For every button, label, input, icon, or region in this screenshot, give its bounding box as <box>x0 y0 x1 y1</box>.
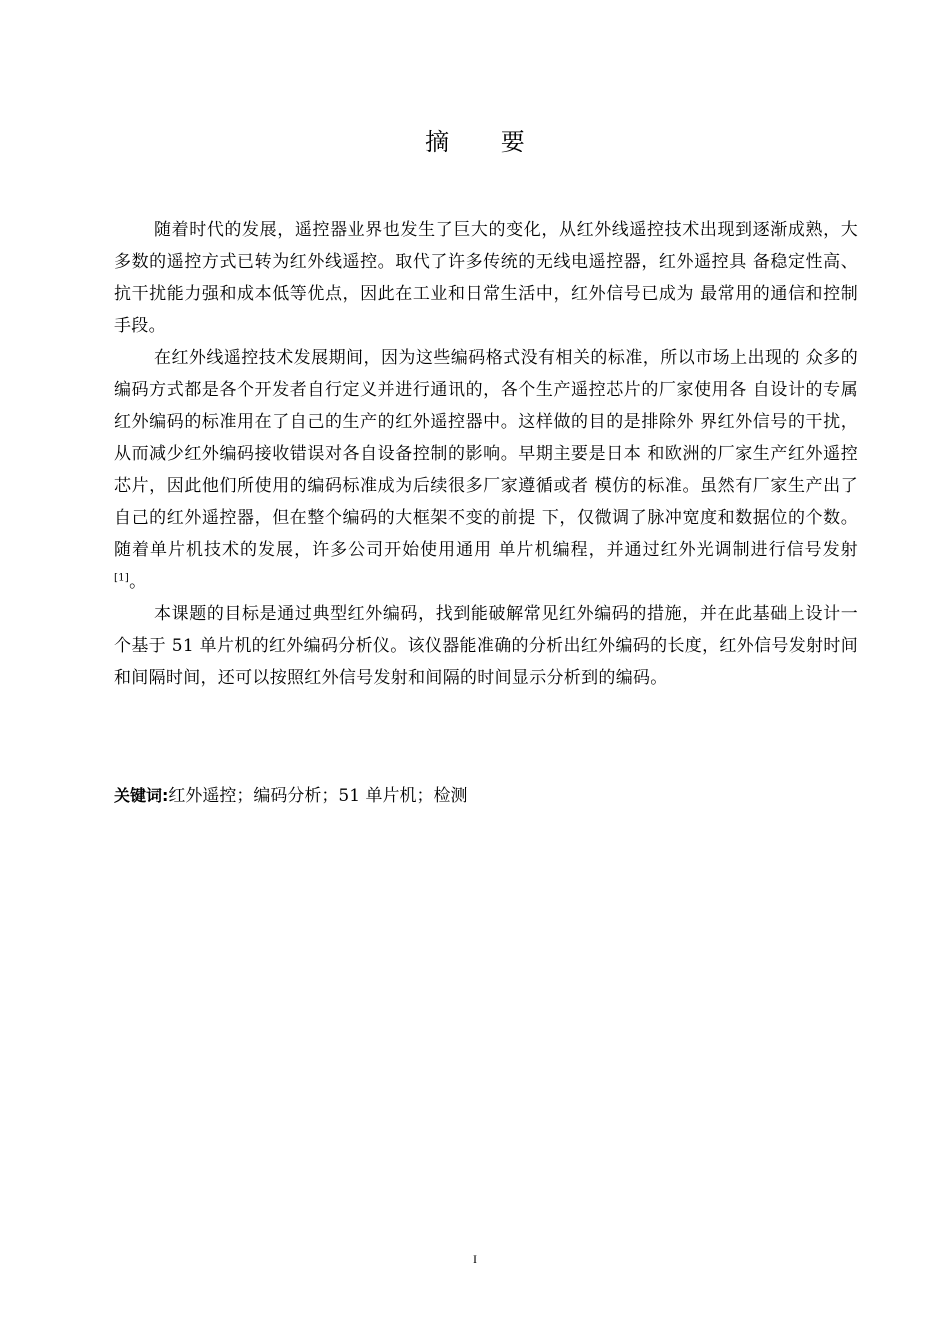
paragraph-2-end: 。 <box>129 572 147 592</box>
citation-reference: [1] <box>114 572 130 584</box>
keywords-line <box>114 781 858 811</box>
page-title: 摘 要 <box>425 128 547 156</box>
abstract-body <box>114 214 858 694</box>
keywords-label: 关键词: <box>114 786 169 805</box>
paragraph-3: 本课题的目标是通过典型红外编码，找到能破解常见红外编码的措施，并在此基础上设计一个基于 51 单片机的红外编码分析仪。该仪器能准确的分析出红外编码的长度，红外信号发射时间和间隔时间，还可以按照红外信号发射和间隔的时间显示分析到的编码。 <box>114 604 858 688</box>
paragraph-1: 随着时代的发展，遥控器业界也发生了巨大的变化，从红外线遥控技术出现到逐渐成熟，大多数的遥控方式已转为红外线遥控。取代了许多传统的无线电遥控器，红外遥控具 备稳定性高、抗干扰能力强和成本低等优点，因此在工业和日常生活中，红外信号已成为 最常用的通信和控制手段。 <box>114 220 858 336</box>
paragraph-2 <box>114 342 858 598</box>
paragraph-2-text: 在红外线遥控技术发展期间，因为这些编码格式没有相关的标准，所以市场上出现的 众多的编码方式都是各个开发者自行定义并进行通讯的，各个生产遥控芯片的厂家使用各 自设计的专属红外编码的标准用在了自己的生产的红外遥控器中。这样做的目的是排除外 界红外信号的干扰，从而减少红外编码接收错误对各自设备控制的影响。早期主要是日本 和欧洲的厂家生产红外遥控芯片，因此他们所使用的编码标准成为后续很多厂家遵循或者 模仿的标准。虽然有厂家生产出了自己的红外遥控器，但在整个编码的大框架不变的前提 下，仅微调了脉冲宽度和数据位的个数。随着单片机技术的发展，许多公司开始使用通用 单片机编程，并通过红外光调制进行信号发射 <box>114 348 858 560</box>
page-number: I <box>473 1252 477 1266</box>
keywords-text: 红外遥控；编码分析；51 单片机；检测 <box>168 786 468 806</box>
